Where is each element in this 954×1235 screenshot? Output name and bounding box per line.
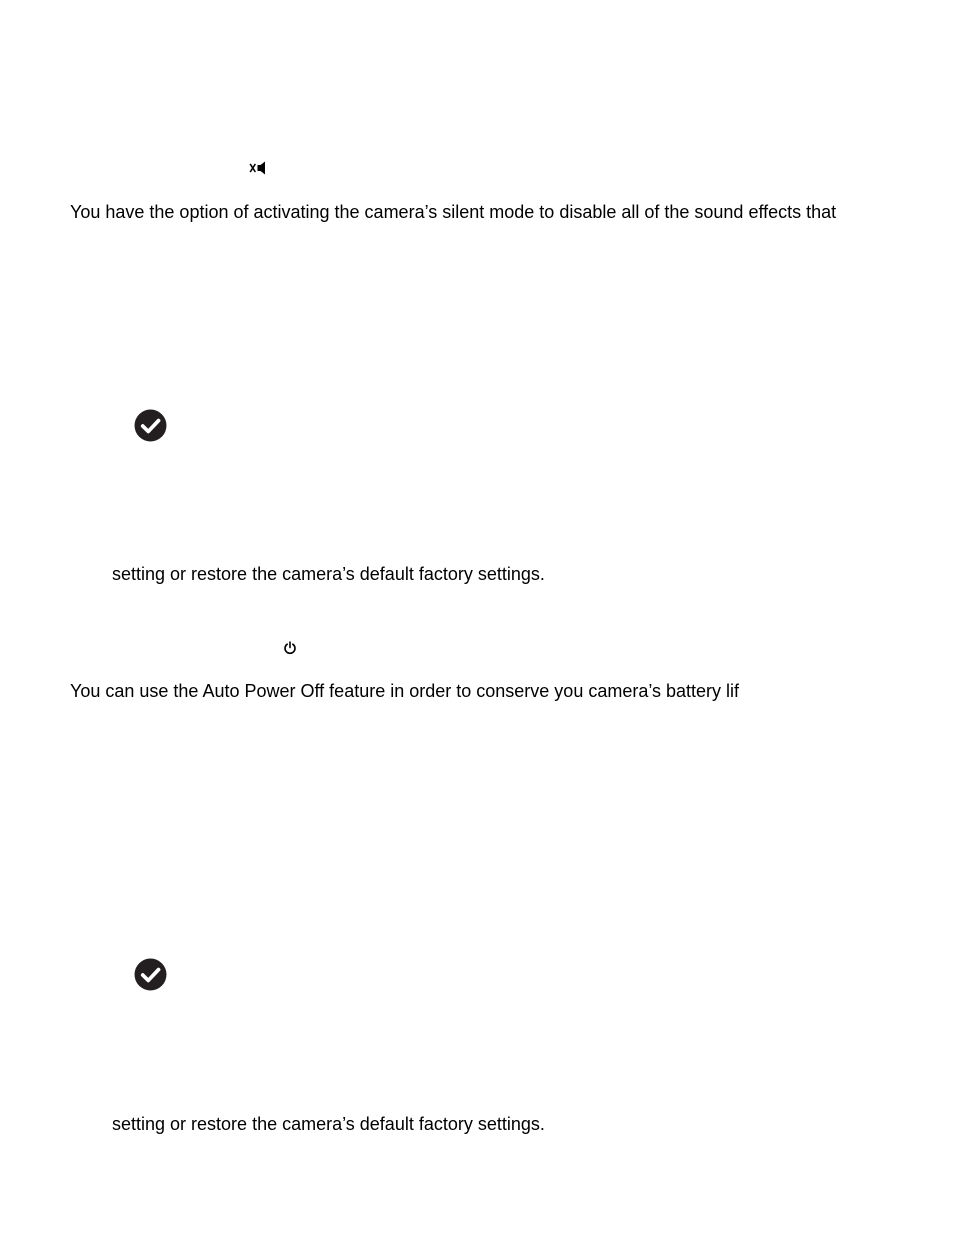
speaker-muted-icon: [249, 160, 267, 176]
checkmark-circle-icon: [134, 409, 167, 442]
silent-mode-note: setting or restore the camera’s default factory settings.: [112, 564, 545, 584]
checkmark-circle-icon: [134, 958, 167, 991]
auto-power-off-note: setting or restore the camera’s default factory settings.: [112, 1114, 545, 1134]
power-icon: [283, 641, 297, 655]
auto-power-off-intro: You can use the Auto Power Off feature in order to conserve you camera’s battery lif: [70, 681, 740, 701]
silent-mode-intro: You have the option of activating the camera’s silent mode to disable all of the sound effects that: [70, 202, 837, 222]
